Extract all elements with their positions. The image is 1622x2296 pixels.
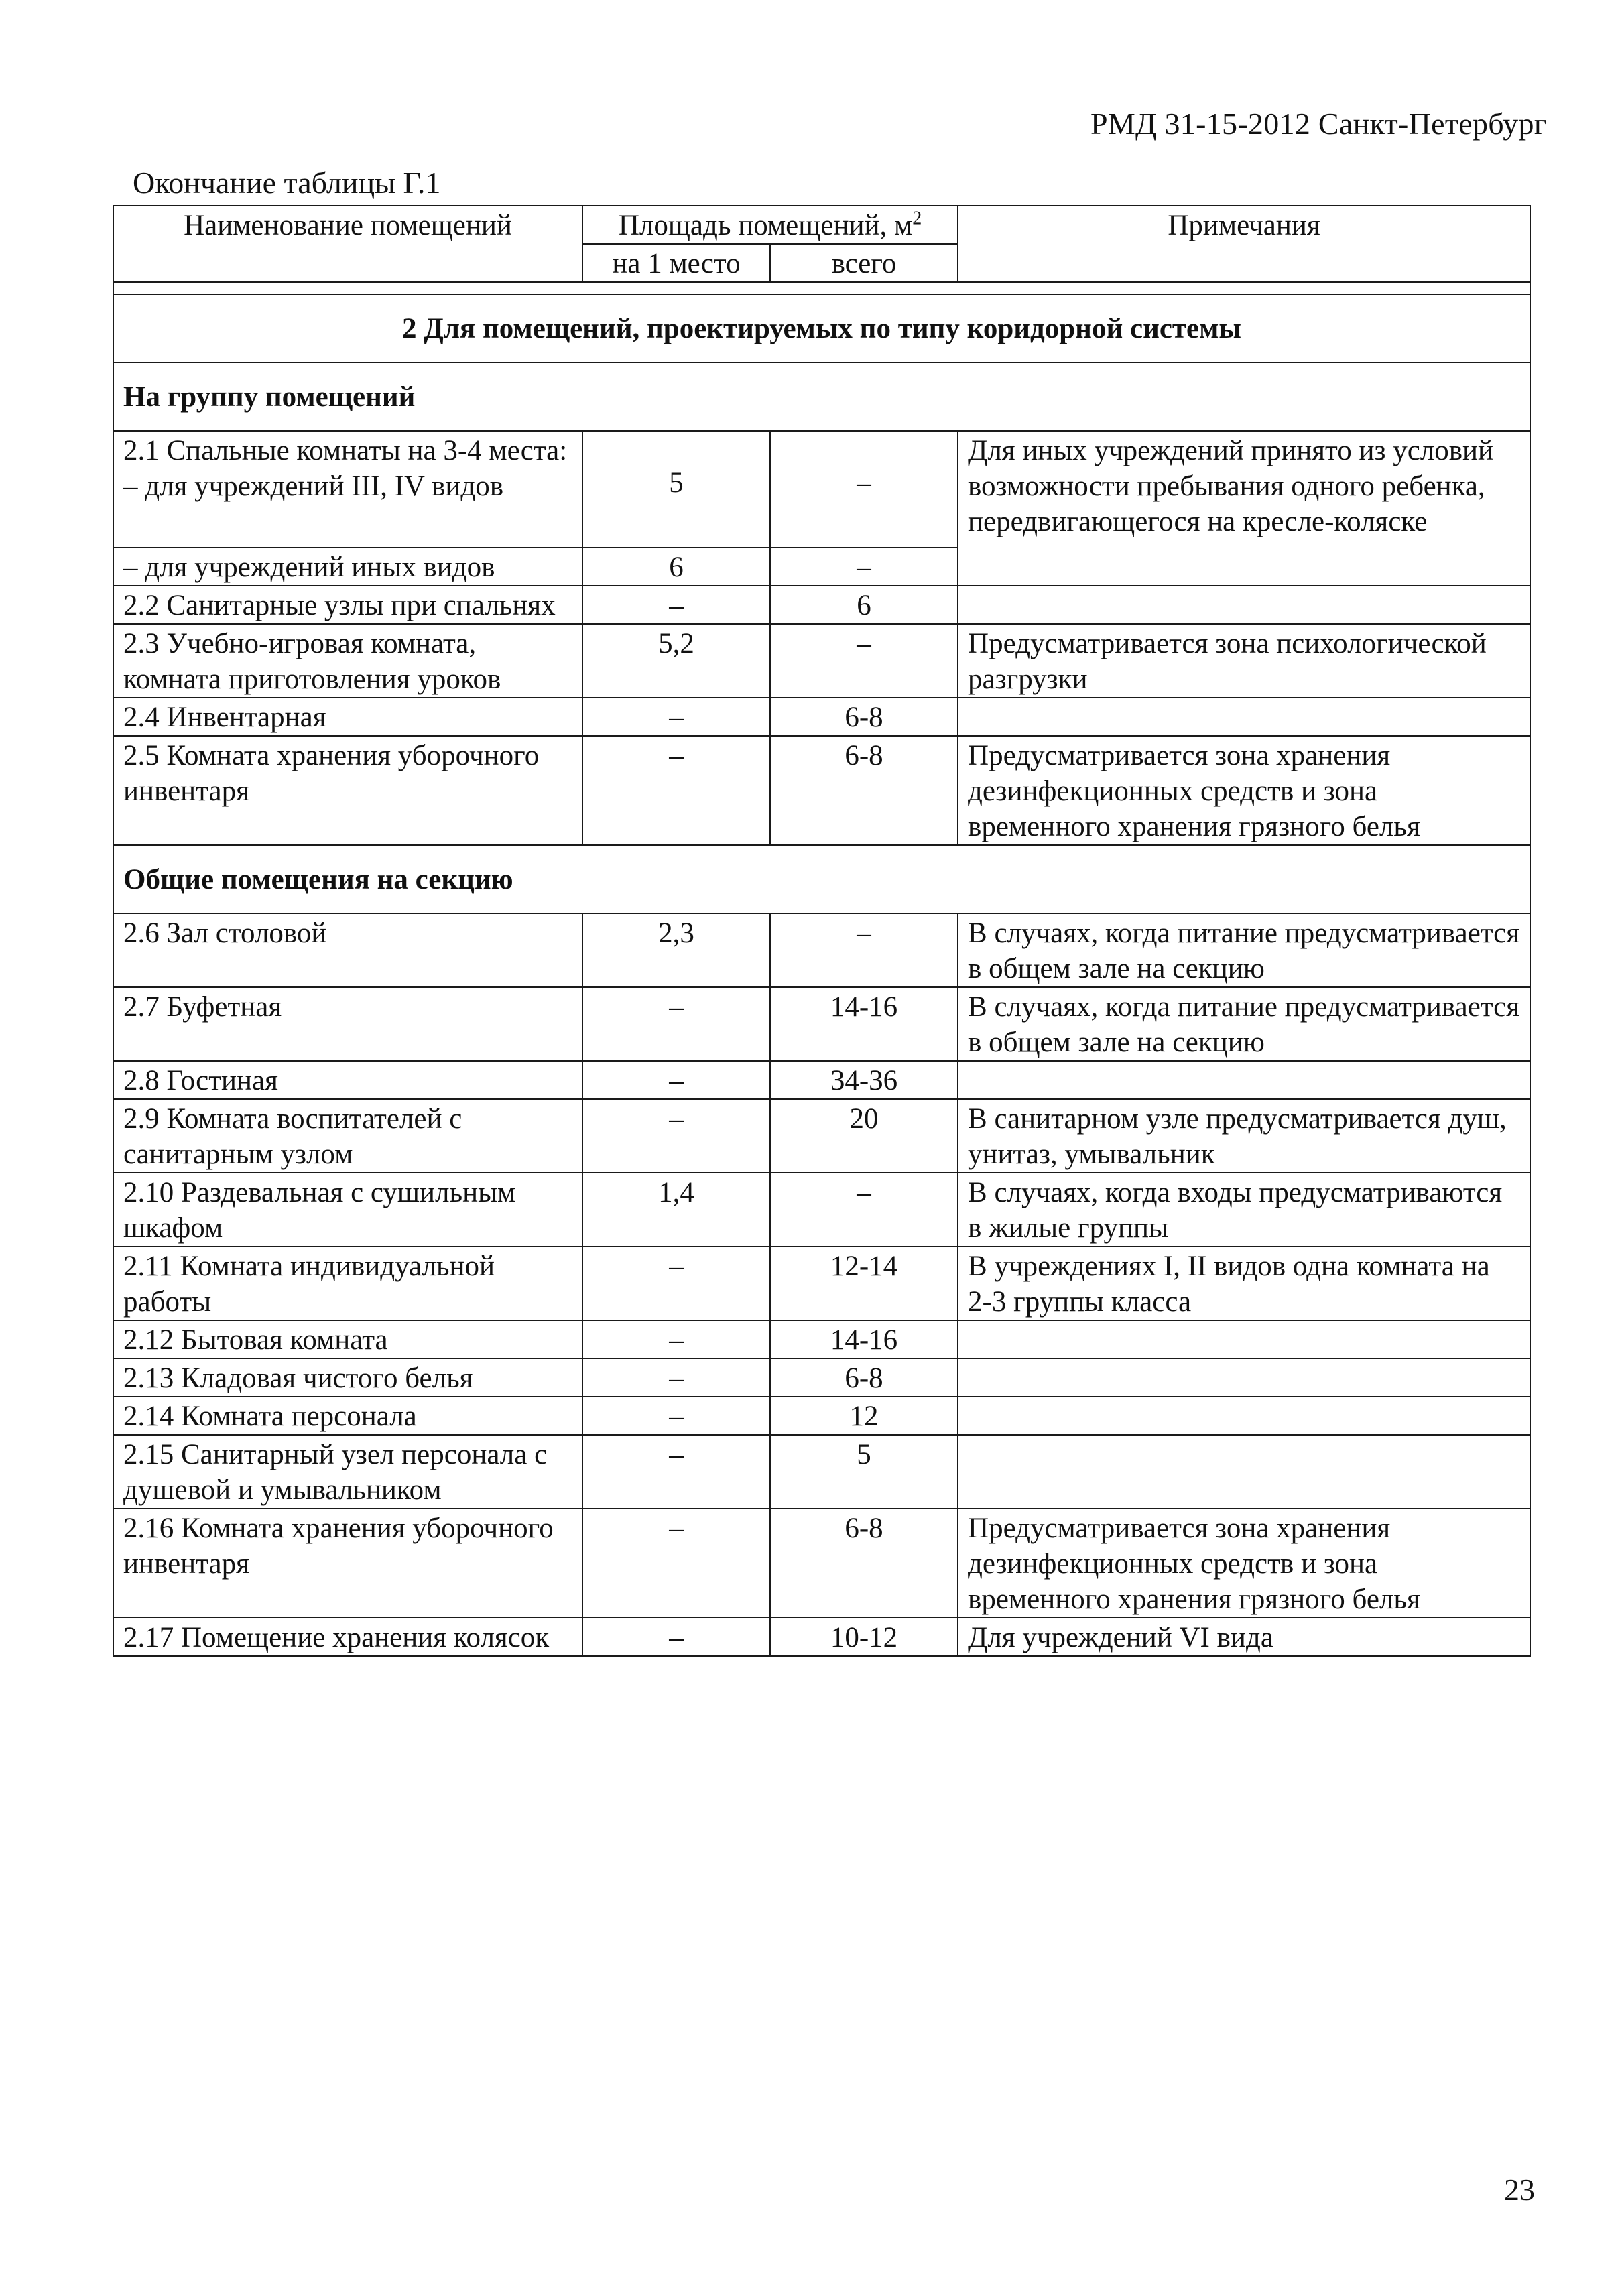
note-cell [958, 1358, 1530, 1397]
per-place-cell: 2,3 [582, 913, 770, 987]
total-cell: 6-8 [770, 736, 958, 845]
total-cell: – [770, 624, 958, 698]
note-cell: В санитарном узле предусматривается душ, унитаз, умывальник [958, 1099, 1530, 1173]
total-cell: 34-36 [770, 1061, 958, 1099]
header-gap [113, 282, 1530, 294]
room-name-cell: 2.7 Буфетная [113, 987, 582, 1061]
total-cell: 5 [770, 1435, 958, 1509]
total-cell: – [770, 913, 958, 987]
per-place-cell: – [582, 1358, 770, 1397]
per-place-cell: – [582, 586, 770, 624]
document-header: РМД 31-15-2012 Санкт-Петербург [1090, 107, 1547, 141]
per-place-cell: – [582, 1509, 770, 1618]
room-name-cell: 2.8 Гостиная [113, 1061, 582, 1099]
note-cell: Предусматривается зона психологической разгрузки [958, 624, 1530, 698]
note-cell [958, 586, 1530, 624]
table-row [113, 624, 1530, 698]
header-per-place: на 1 место [582, 244, 770, 282]
note-cell: Предусматривается зона хранения дезинфекционных средств и зона временного хранения грязного белья [958, 1509, 1530, 1618]
note-cell [958, 698, 1530, 736]
group1-rows [113, 586, 1530, 845]
table-row [113, 736, 1530, 845]
note-cell: В случаях, когда питание предусматривается в общем зале на секцию [958, 913, 1530, 987]
section-title-row [113, 294, 1530, 363]
per-place-cell: – [582, 987, 770, 1061]
group2-title-row [113, 845, 1530, 913]
per-place-cell: 5,2 [582, 624, 770, 698]
room-name-cell: 2.10 Раздевальная с сушильным шкафом [113, 1173, 582, 1247]
table-row [113, 586, 1530, 624]
header-area [582, 206, 958, 244]
header-notes: Примечания [958, 206, 1530, 282]
note-cell [958, 1397, 1530, 1435]
group2-rows [113, 913, 1530, 1656]
rooms-area-table [113, 205, 1531, 1657]
total-cell: 12-14 [770, 1247, 958, 1320]
total-cell: 14-16 [770, 987, 958, 1061]
note-cell [958, 1320, 1530, 1358]
page-number: 23 [1504, 2173, 1535, 2207]
room-name-cell: 2.2 Санитарные узлы при спальнях [113, 586, 582, 624]
room-name-cell: 2.5 Комната хранения уборочного инвентаря [113, 736, 582, 845]
per-place-cell: – [582, 1397, 770, 1435]
per-place-cell: – [582, 736, 770, 845]
table-row [113, 913, 1530, 987]
row-2-1b-total: – [770, 548, 958, 586]
table-row [113, 1358, 1530, 1397]
per-place-cell: – [582, 1320, 770, 1358]
note-cell: В учреждениях I, II видов одна комната на 2-3 группы класса [958, 1247, 1530, 1320]
row-2-1-note: Для иных учреждений принято из условий возможности пребывания одного ребенка, передвигающегося на кресле-коляске [958, 431, 1530, 586]
table-row [113, 1435, 1530, 1509]
room-name-cell: 2.9 Комната воспитателей с санитарным узлом [113, 1099, 582, 1173]
row-2-1b-name: – для учреждений иных видов [113, 548, 582, 586]
total-cell: 6-8 [770, 1358, 958, 1397]
note-cell: В случаях, когда питание предусматривается в общем зале на секцию [958, 987, 1530, 1061]
table-row [113, 1099, 1530, 1173]
header-area-unit-sup: 2 [912, 208, 922, 229]
total-cell: 12 [770, 1397, 958, 1435]
table-caption: Окончание таблицы Г.1 [133, 166, 441, 200]
row-2-1-per-place: 5 [582, 431, 770, 548]
note-cell [958, 1061, 1530, 1099]
row-2-1-name: 2.1 Спальные комнаты на 3-4 места: – для учреждений III, IV видов [113, 431, 582, 548]
note-cell: В случаях, когда входы предусматриваются в жилые группы [958, 1173, 1530, 1247]
room-name-cell: 2.6 Зал столовой [113, 913, 582, 987]
room-name-cell: 2.12 Бытовая комната [113, 1320, 582, 1358]
room-name-cell: 2.14 Комната персонала [113, 1397, 582, 1435]
per-place-cell: – [582, 1247, 770, 1320]
total-cell: 6-8 [770, 1509, 958, 1618]
per-place-cell: – [582, 1435, 770, 1509]
table-row [113, 1509, 1530, 1618]
table-row [113, 987, 1530, 1061]
group2-title: Общие помещения на секцию [113, 845, 1530, 913]
total-cell: 6-8 [770, 698, 958, 736]
per-place-cell: 1,4 [582, 1173, 770, 1247]
table-row [113, 1173, 1530, 1247]
header-area-label: Площадь помещений, м [618, 210, 913, 241]
group1-title-row [113, 363, 1530, 431]
total-cell: 14-16 [770, 1320, 958, 1358]
total-cell: 20 [770, 1099, 958, 1173]
room-name-cell: 2.3 Учебно-игровая комната, комната приготовления уроков [113, 624, 582, 698]
table-row [113, 698, 1530, 736]
room-name-cell: 2.4 Инвентарная [113, 698, 582, 736]
table-row [113, 1247, 1530, 1320]
room-name-cell: 2.13 Кладовая чистого белья [113, 1358, 582, 1397]
room-name-cell: 2.16 Комната хранения уборочного инвентаря [113, 1509, 582, 1618]
per-place-cell: – [582, 1061, 770, 1099]
per-place-cell: – [582, 1618, 770, 1656]
table-row [113, 1618, 1530, 1656]
room-name-cell: 2.15 Санитарный узел персонала с душевой и умывальником [113, 1435, 582, 1509]
header-name: Наименование помещений [113, 206, 582, 282]
room-name-cell: 2.17 Помещение хранения колясок [113, 1618, 582, 1656]
table-row [113, 1061, 1530, 1099]
section-title: 2 Для помещений, проектируемых по типу коридорной системы [113, 294, 1530, 363]
row-2-1b-per-place: 6 [582, 548, 770, 586]
room-name-cell: 2.11 Комната индивидуальной работы [113, 1247, 582, 1320]
table-row [113, 1320, 1530, 1358]
per-place-cell: – [582, 698, 770, 736]
note-cell: Для учреждений VI вида [958, 1618, 1530, 1656]
group1-title: На группу помещений [113, 363, 1530, 431]
per-place-cell: – [582, 1099, 770, 1173]
total-cell: – [770, 1173, 958, 1247]
table-row [113, 1397, 1530, 1435]
total-cell: 6 [770, 586, 958, 624]
header-total: всего [770, 244, 958, 282]
header-row-1 [113, 206, 1530, 244]
table-row [113, 431, 1530, 548]
note-cell [958, 1435, 1530, 1509]
row-2-1-total: – [770, 431, 958, 548]
note-cell: Предусматривается зона хранения дезинфекционных средств и зона временного хранения грязного белья [958, 736, 1530, 845]
total-cell: 10-12 [770, 1618, 958, 1656]
